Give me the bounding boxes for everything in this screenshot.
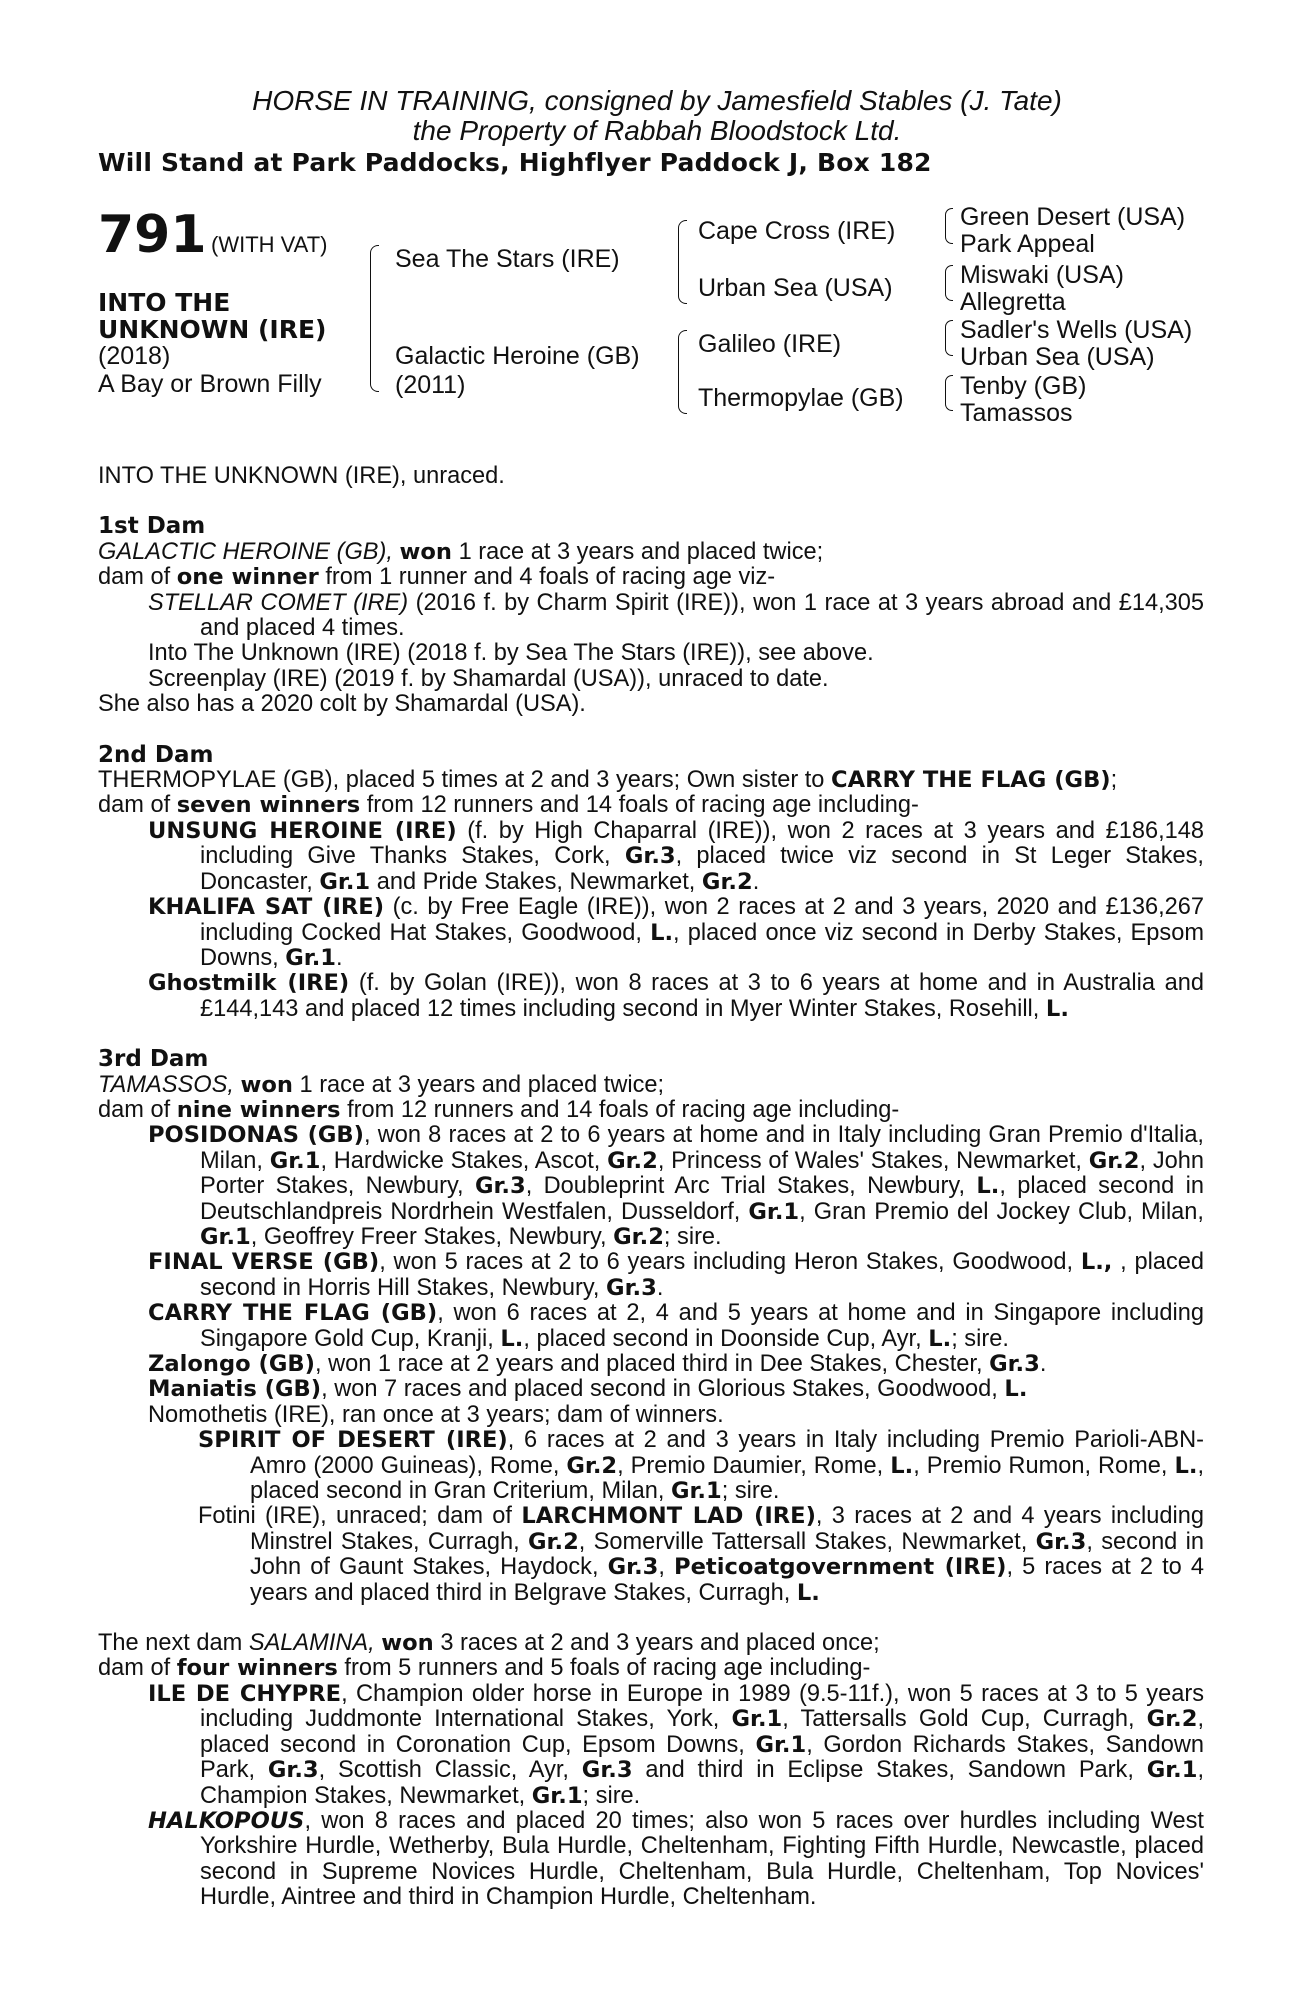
property-line: the Property of Rabbah Bloodstock Ltd. (412, 115, 902, 146)
pedigree-bracket (945, 375, 953, 411)
pedigree-notes (98, 464, 1204, 1911)
stand-location: Will Stand at Park Paddocks, Highflyer Paddock J, Box 182 (98, 148, 932, 177)
ancestor-1: Green Desert (USA) (960, 203, 1186, 231)
ancestor-4: Allegretta (960, 288, 1066, 316)
dam3-line: TAMASSOS, won 1 race at 3 years and placed twice; (98, 1071, 665, 1098)
dam2-line: THERMOPYLAE (GB), placed 5 times at 2 and 3 years; Own sister to CARRY THE FLAG (GB); (98, 767, 1118, 794)
list-item: HALKOPOUS, won 8 races and placed 20 times; also won 5 races over hurdles including West Yorkshire Hurdle, Wetherby, Bula Hurdle, Cheltenham, Fighting Fifth Hurdle, Newcastle, placed second in Supreme Novices Hurdle, Cheltenham, Bula Hurdle, Cheltenham, Top Novices' Hurdle, Aintree and third in Champion Hurdle, Cheltenham. (148, 1807, 1204, 1911)
grandsire-2: Galileo (IRE) (698, 330, 842, 358)
lot-number: 791 (98, 205, 207, 265)
pedigree-bracket (945, 265, 953, 301)
dam2-produce-line: dam of seven winners from 12 runners and 14 foals of racing age including- (98, 792, 919, 819)
list-item: Nomothetis (IRE), ran once at 3 years; dam of winners. (148, 1401, 724, 1428)
horse-name-line1: INTO THE (98, 288, 231, 317)
dam1-line: GALACTIC HEROINE (GB), won 1 race at 3 years and placed twice; (98, 538, 824, 565)
pedigree-bracket (678, 220, 687, 304)
intro-line: INTO THE UNKNOWN (IRE), unraced. (98, 463, 505, 489)
ancestor-5: Sadler's Wells (USA) (960, 316, 1193, 344)
sire: Sea The Stars (IRE) (395, 245, 620, 273)
next-dam-produce-line: dam of four winners from 5 runners and 5 foals of racing age including- (98, 1655, 871, 1682)
foaling-year: (2018) (98, 342, 171, 370)
dam1-also-line: She also has a 2020 colt by Shamardal (USA). (98, 691, 586, 718)
grandsire-1: Cape Cross (IRE) (698, 217, 896, 245)
list-item: Ghostmilk (IRE) (f. by Golan (IRE)), won 8 races at 3 to 6 years at home and in Australia and £144,143 and placed 12 times including second in Myer Winter Stakes, Rosehill, L. (148, 970, 1204, 1022)
horse-description: A Bay or Brown Filly (98, 370, 322, 398)
list-item: Zalongo (GB), won 1 race at 2 years and placed third in Dee Stakes, Chester, Gr.3. (148, 1351, 1047, 1377)
ancestor-3: Miswaki (USA) (960, 261, 1124, 289)
pedigree-bracket (370, 245, 379, 392)
ancestor-8: Tamassos (960, 399, 1073, 427)
granddam-2: Thermopylae (GB) (698, 384, 904, 412)
list-item: UNSUNG HEROINE (IRE) (f. by High Chaparral (IRE)), won 2 races at 3 years and £186,148 including Give Thanks Stakes, Cork, Gr.3, placed twice viz second in St Leger Stakes, Doncaster, Gr.1 and Pride Stakes, Newmarket, Gr.2. (148, 817, 1204, 895)
dam: Galactic Heroine (GB) (395, 342, 640, 370)
list-item: CARRY THE FLAG (GB), won 6 races at 2, 4 and 5 years at home and in Singapore including Singapore Gold Cup, Kranji, L., placed second in Doonside Cup, Ayr, L.; sire. (148, 1300, 1204, 1352)
lot-number-row (98, 205, 328, 265)
dam1-name: GALACTIC HEROINE (GB), (98, 538, 393, 565)
pedigree-bracket (945, 320, 953, 356)
list-item: KHALIFA SAT (IRE) (c. by Free Eagle (IRE)), won 2 races at 2 and 3 years, 2020 and £136,267 including Cocked Hat Stakes, Goodwood, L., placed once viz second in Derby Stakes, Epsom Downs, Gr.1. (148, 894, 1204, 971)
dam3-produce-line: dam of nine winners from 12 runners and 14 foals of racing age including- (98, 1096, 900, 1123)
ancestor-2: Park Appeal (960, 230, 1095, 258)
section-heading-2nd-dam: 2nd Dam (98, 741, 214, 768)
section-heading-3rd-dam: 3rd Dam (98, 1046, 209, 1073)
pedigree-bracket (945, 208, 953, 244)
list-item: Into The Unknown (IRE) (2018 f. by Sea The Stars (IRE)), see above. (148, 640, 874, 667)
list-item: ILE DE CHYPRE, Champion older horse in Europe in 1989 (9.5-11f.), won 5 races at 3 to 5 years including Juddmonte International Stakes, York, Gr.1, Tattersalls Gold Cup, Curragh, Gr.2, placed second in Coronation Cup, Epsom Downs, Gr.1, Gordon Richards Stakes, Sandown Park, Gr.3, Scottish Classic, Ayr, Gr.3 and third in Eclipse Stakes, Sandown Park, Gr.1, Champion Stakes, Newmarket, Gr.1; sire. (148, 1680, 1205, 1809)
vat-label: (WITH VAT) (211, 232, 328, 257)
list-item: STELLAR COMET (IRE) (2016 f. by Charm Spirit (IRE)), won 1 race at 3 years abroad and £14,305 and placed 4 times. (148, 589, 1204, 642)
list-item: SPIRIT OF DESERT (IRE), 6 races at 2 and 3 years in Italy including Premio Parioli-ABN-Amro (2000 Guineas), Rome, Gr.2, Premio Daumier, Rome, L., Premio Rumon, Rome, L., placed second in Gran Criterium, Milan, Gr.1; sire. (198, 1427, 1204, 1505)
list-item: POSIDONAS (GB), won 8 races at 2 to 6 years at home and in Italy including Gran Premio d'Italia, Milan, Gr.1, Hardwicke Stakes, Ascot, Gr.2, Princess of Wales' Stakes, Newmarket, Gr.2, John Porter Stakes, Newbury, Gr.3, Doubleprint Arc Trial Stakes, Newbury, L., placed second in Deutschlandpreis Nordrhein Westfalen, Dusseldorf, Gr.1, Gran Premio del Jockey Club, Milan, Gr.1, Geoffrey Freer Stakes, Newbury, Gr.2; sire. (148, 1122, 1204, 1250)
list-item: FINAL VERSE (GB), won 5 races at 2 to 6 years including Heron Stakes, Goodwood, L., , placed second in Horris Hill Stakes, Newbury, Gr.3. (148, 1249, 1204, 1301)
list-item: Fotini (IRE), unraced; dam of LARCHMONT LAD (IRE), 3 races at 2 and 4 years including Minstrel Stakes, Curragh, Gr.2, Somerville Tattersall Stakes, Newmarket, Gr.3, second in John of Gaunt Stakes, Haydock, Gr.3, Peticoatgovernment (IRE), 5 races at 2 to 4 years and placed third in Belgrave Stakes, Curragh, L. (198, 1503, 1205, 1606)
consignor-line: HORSE IN TRAINING, consigned by Jamesfield Stables (J. Tate) (252, 85, 1062, 116)
granddam-1: Urban Sea (USA) (698, 274, 893, 302)
ancestor-7: Tenby (GB) (960, 372, 1087, 400)
next-dam-line: The next dam SALAMINA, won 3 races at 2 and 3 years and placed once; (98, 1630, 880, 1657)
list-item: Screenplay (IRE) (2019 f. by Shamardal (USA)), unraced to date. (148, 665, 829, 692)
list-item: Maniatis (GB), won 7 races and placed second in Glorious Stakes, Goodwood, L. (148, 1376, 1028, 1403)
pedigree-bracket (678, 330, 687, 414)
dam-year: (2011) (395, 371, 466, 399)
dam1-produce-line: dam of one winner from 1 runner and 4 foals of racing age viz- (98, 564, 776, 591)
section-heading-1st-dam: 1st Dam (98, 513, 206, 540)
horse-name-line2: UNKNOWN (IRE) (98, 315, 327, 344)
ancestor-6: Urban Sea (USA) (960, 343, 1155, 371)
